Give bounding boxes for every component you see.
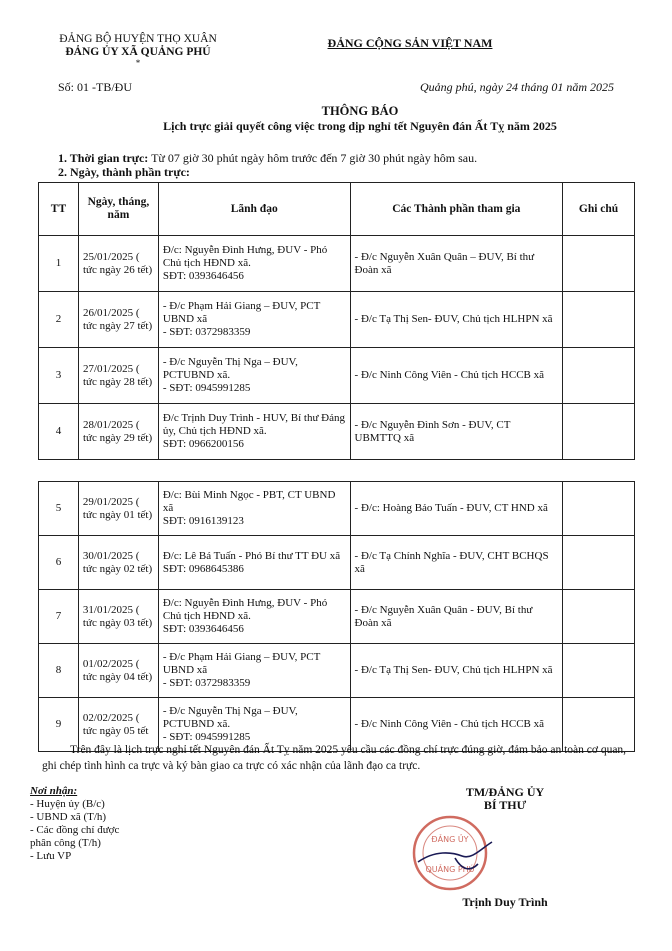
cell-text: 6: [55, 556, 62, 568]
org-line-1: ĐẢNG BỘ HUYỆN THỌ XUÂN: [59, 33, 217, 45]
cell-text: 27/01/2025 ( tức ngày 28 tết): [82, 362, 153, 388]
cell-text: 02/02/2025 ( tức ngày 05 tết: [82, 711, 149, 737]
cell-text: 29/01/2025 ( tức ngày 01 tết): [82, 495, 153, 521]
cell-date: [78, 644, 158, 698]
svg-text:QUẢNG PHÚ: QUẢNG PHÚ: [425, 865, 475, 874]
cell-date: [78, 590, 158, 644]
cell-text: - Đ/c: Hoàng Bảo Tuấn - ĐUV, CT HND xã: [354, 502, 548, 514]
leader-phone: - SĐT: 0945991285: [162, 731, 251, 743]
cell-text: - Đ/c Tạ Thị Sen- ĐUV, Chủ tịch HLHPN xã: [354, 664, 553, 676]
recipients-block: [30, 785, 119, 863]
cell-members: [350, 644, 563, 698]
cell-leader: [158, 644, 350, 698]
document-number: Số: 01 -TB/ĐU: [58, 80, 133, 94]
table-row: [39, 644, 635, 698]
cell-leader: [158, 292, 350, 348]
duty-time-label: 1. Thời gian trực:: [58, 151, 149, 165]
leader-name: Đ/c: Nguyễn Đình Hưng, ĐUV - Phó Chủ tịch HĐND xã.: [162, 244, 328, 269]
cell-leader: [158, 404, 350, 460]
cell-tt: [39, 404, 79, 460]
leader-phone: - SĐT: 0372983359: [162, 326, 251, 338]
cell-text: 4: [55, 425, 62, 437]
col-header-members: Các Thành phần tham gia: [350, 183, 563, 236]
recipient-item: - Huyện ủy (B/c): [30, 798, 105, 810]
schedule-table-page1: [38, 182, 635, 460]
table-row: [39, 404, 635, 460]
cell-date: [78, 404, 158, 460]
closing-paragraph: Trên đây là lịch trực nghỉ tết Nguyên đán Ất Tỵ năm 2025 yêu cầu các đồng chí trực đúng giờ, đảm bảo an toàn cơ quan, ghi chép tình hình ca trực và ký bàn giao ca trực có xác nhận của lãnh đạo ca trực.: [42, 744, 627, 772]
cell-text: 28/01/2025 ( tức ngày 29 tết): [82, 418, 153, 444]
recipient-item: phân công (T/h): [30, 837, 101, 849]
leader-name: - Đ/c Nguyễn Thị Nga – ĐUV, PCTUBND xã.: [162, 356, 298, 381]
cell-text: 1: [55, 257, 62, 269]
col-header-date: Ngày, tháng, năm: [78, 183, 158, 236]
cell-note: [563, 590, 635, 644]
cell-members: [350, 536, 563, 590]
duty-time-value: Từ 07 giờ 30 phút ngày hôm trước đến 7 giờ 30 phút ngày hôm sau.: [148, 151, 478, 165]
duty-time-line: [58, 151, 477, 166]
leader-phone: SĐT: 0393646456: [162, 623, 244, 635]
cell-text: 31/01/2025 ( tức ngày 03 tết): [82, 603, 153, 629]
cell-members: [350, 590, 563, 644]
table-row: [39, 536, 635, 590]
cell-members: [350, 348, 563, 404]
table-row: [39, 590, 635, 644]
cell-tt: [39, 590, 79, 644]
cell-note: [563, 292, 635, 348]
cell-tt: [39, 536, 79, 590]
leader-name: Đ/c Trịnh Duy Trình - HUV, Bí thư Đảng ủy, Chủ tịch HĐND xã.: [162, 412, 345, 437]
col-header-leader: Lãnh đạo: [158, 183, 350, 236]
cell-leader: [158, 236, 350, 292]
cell-text: 9: [55, 718, 62, 730]
col-header-note: Ghi chú: [563, 183, 635, 236]
table-header-row: [39, 183, 635, 236]
cell-text: - Đ/c Nguyễn Xuân Quân - ĐUV, Bí thư Đoàn xã: [354, 603, 533, 629]
table-row: [39, 348, 635, 404]
cell-members: [350, 482, 563, 536]
cell-tt: [39, 348, 79, 404]
cell-leader: [158, 590, 350, 644]
cell-text: 25/01/2025 ( tức ngày 26 tết): [82, 250, 153, 276]
cell-text: 26/01/2025 ( tức ngày 27 tết): [82, 306, 153, 332]
leader-name: - Đ/c Phạm Hải Giang – ĐUV, PCT UBND xã: [162, 651, 321, 676]
cell-leader: [158, 348, 350, 404]
cell-note: [563, 404, 635, 460]
leader-name: Đ/c: Lê Bá Tuấn - Phó Bí thư TT ĐU xã: [162, 549, 341, 562]
svg-text:ĐẢNG ỦY: ĐẢNG ỦY: [431, 835, 469, 844]
recipient-item: - Các đồng chí được: [30, 824, 120, 836]
org-line-2: ĐẢNG ỦY XÃ QUẢNG PHÚ: [65, 46, 211, 58]
duty-members-label: 2. Ngày, thành phần trực:: [58, 165, 190, 179]
cell-text: - Đ/c Nguyễn Xuân Quân – ĐUV, Bí thư Đoàn xã: [354, 250, 535, 276]
cell-note: [563, 348, 635, 404]
cell-text: 2: [55, 313, 62, 325]
table-row: [39, 482, 635, 536]
cell-members: [350, 236, 563, 292]
cell-text: 7: [55, 610, 62, 622]
cell-text: - Đ/c Tạ Thị Sen- ĐUV, Chủ tịch HLHPN xã: [354, 313, 553, 325]
cell-text: - Đ/c Nguyễn Đình Sơn - ĐUV, CT UBMTTQ xã: [354, 418, 511, 444]
cell-text: 30/01/2025 ( tức ngày 02 tết): [82, 549, 153, 575]
cell-text: 01/02/2025 ( tức ngày 04 tết): [82, 657, 153, 683]
signature-line-1: TM/ĐẢNG ỦY: [465, 785, 545, 799]
leader-phone: SĐT: 0916139123: [162, 515, 244, 527]
leader-phone: SĐT: 0966200156: [162, 438, 244, 450]
signature-title: [420, 786, 590, 812]
document-title: THÔNG BÁO: [321, 104, 399, 118]
leader-phone: - SĐT: 0945991285: [162, 382, 251, 394]
table-row: [39, 292, 635, 348]
leader-name: Đ/c: Bùi Minh Ngọc - PBT, CT UBND xã: [162, 489, 336, 514]
star-mark: *: [135, 58, 141, 68]
cell-date: [78, 536, 158, 590]
leader-phone: - SĐT: 0372983359: [162, 677, 251, 689]
official-seal: [400, 812, 500, 894]
cell-leader: [158, 482, 350, 536]
issuing-org: [18, 33, 258, 68]
cell-date: [78, 292, 158, 348]
cell-note: [563, 482, 635, 536]
cell-tt: [39, 292, 79, 348]
leader-phone: SĐT: 0393646456: [162, 270, 244, 282]
leader-phone: SĐT: 0968645386: [162, 562, 244, 575]
cell-members: [350, 292, 563, 348]
cell-leader: [158, 536, 350, 590]
cell-text: 8: [55, 664, 62, 676]
recipient-item: - UBND xã (T/h): [30, 811, 107, 823]
cell-text: - Đ/c Tạ Chính Nghĩa - ĐUV, CHT BCHQS xã: [354, 549, 549, 575]
leader-name: - Đ/c Nguyễn Thị Nga – ĐUV, PCTUBND xã.: [162, 705, 298, 730]
cell-date: [78, 348, 158, 404]
cell-text: - Đ/c Ninh Công Viên - Chủ tịch HCCB xã: [354, 369, 545, 381]
cell-tt: [39, 236, 79, 292]
recipient-item: - Lưu VP: [30, 850, 72, 862]
signature-line-2: BÍ THƯ: [483, 798, 527, 812]
party-name: ĐẢNG CỘNG SẢN VIỆT NAM: [327, 36, 493, 50]
table-row: [39, 236, 635, 292]
cell-text: 3: [55, 369, 62, 381]
cell-tt: [39, 482, 79, 536]
schedule-table-page2: [38, 481, 635, 752]
place-date: Quảng phú, ngày 24 tháng 01 năm 2025: [420, 80, 614, 94]
cell-text: 5: [55, 502, 62, 514]
cell-text: - Đ/c Ninh Công Viên - Chủ tịch HCCB xã: [354, 718, 545, 730]
document-subtitle: Lịch trực giải quyết công việc trong dịp nghỉ tết Nguyên đán Ất Tỵ năm 2025: [163, 119, 557, 133]
cell-date: [78, 236, 158, 292]
signer-name: Trịnh Duy Trình: [462, 895, 548, 909]
leader-name: Đ/c: Nguyễn Đình Hưng, ĐUV - Phó Chủ tịch HĐND xã.: [162, 597, 328, 622]
col-header-tt: TT: [39, 183, 79, 236]
cell-tt: [39, 644, 79, 698]
leader-name: - Đ/c Phạm Hải Giang – ĐUV, PCT UBND xã: [162, 300, 321, 325]
cell-note: [563, 236, 635, 292]
cell-members: [350, 404, 563, 460]
cell-note: [563, 536, 635, 590]
cell-date: [78, 482, 158, 536]
recipients-heading: Nơi nhận:: [30, 785, 78, 797]
cell-note: [563, 644, 635, 698]
